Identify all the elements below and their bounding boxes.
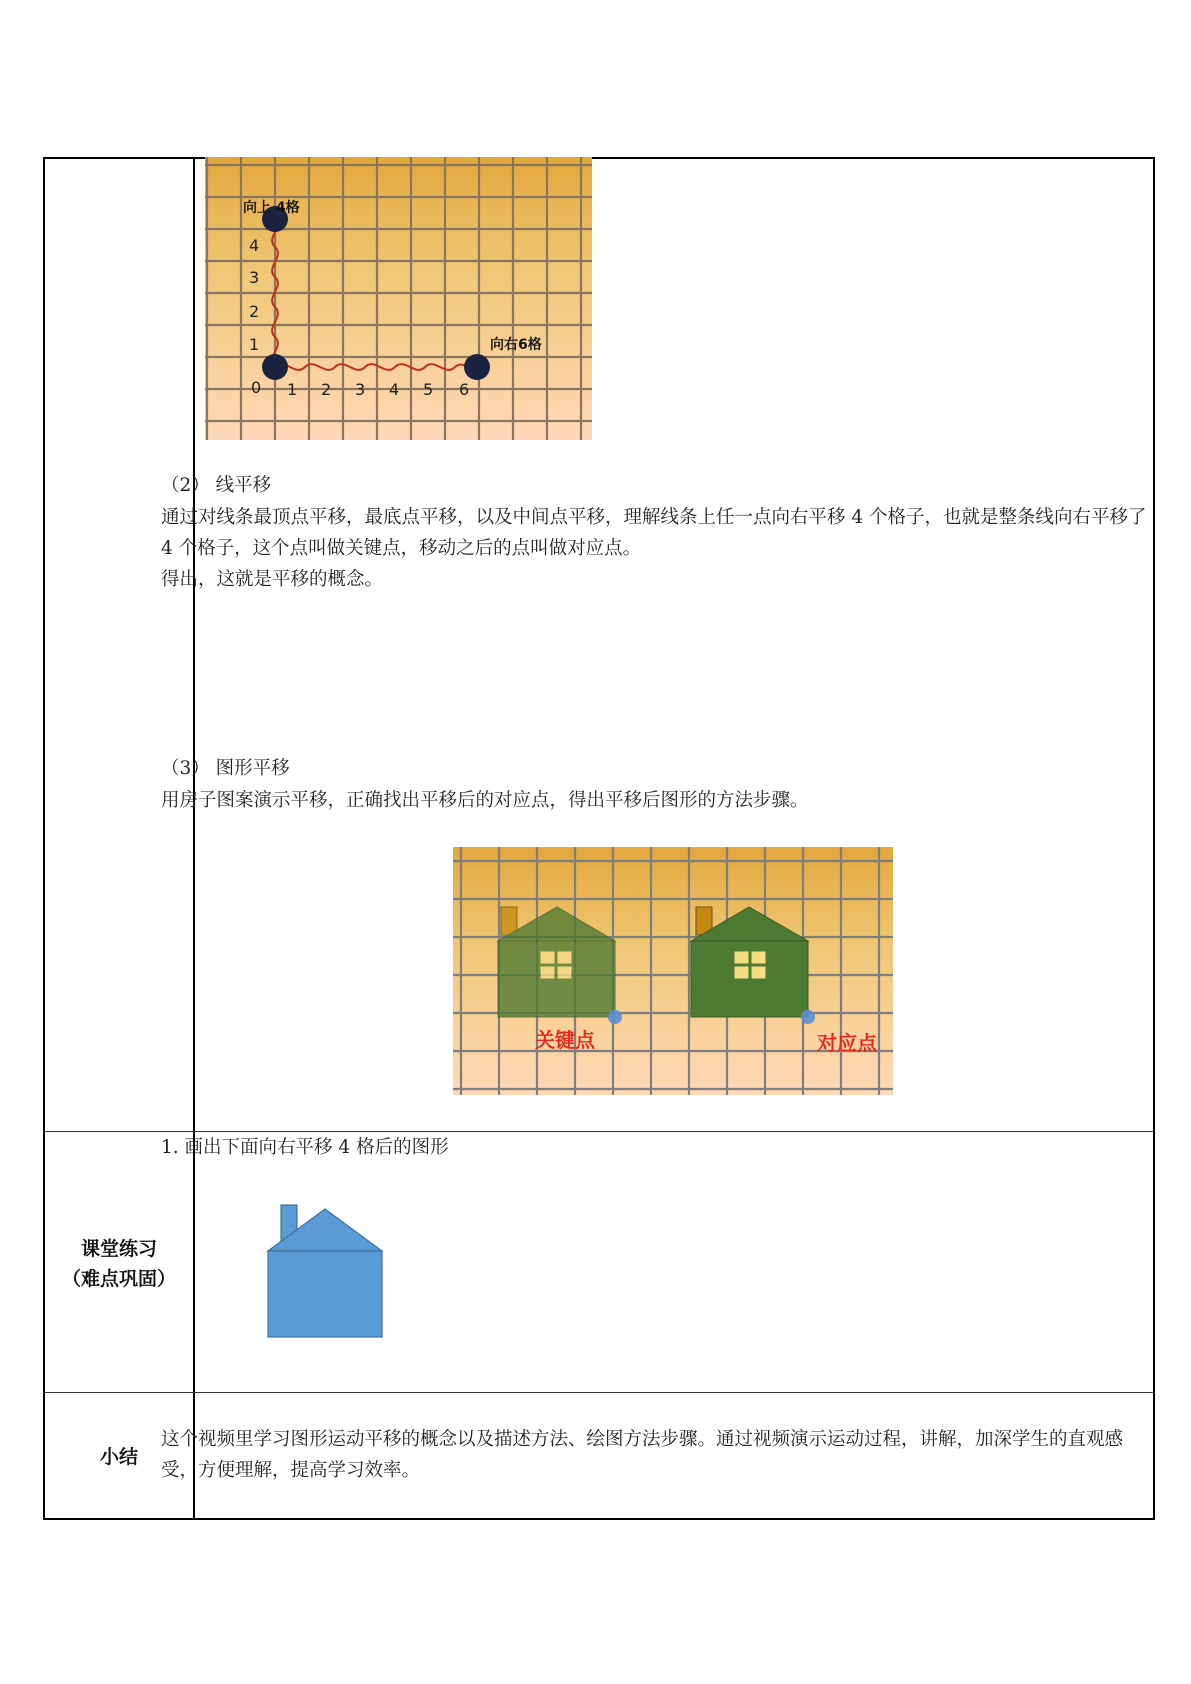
row-divider-summary <box>45 1392 1153 1393</box>
y-tick: 4 <box>249 236 260 255</box>
practice-label-line2: （难点巩固） <box>61 1268 176 1290</box>
point-translation-svg <box>205 157 592 440</box>
x-tick: 0 <box>251 378 262 397</box>
x-tick: 2 <box>321 380 332 399</box>
summary-text: 这个视频里学习图形运动平移的概念以及描述方法、绘图方法步骤。通过视频演示运动过程，讲解，加深学生的直观感受，方便理解，提高学习效率。 <box>161 1429 1124 1481</box>
original-house <box>498 907 615 1017</box>
label-up: 向上 4格 <box>243 200 300 216</box>
x-tick: 4 <box>389 380 400 399</box>
corresponding-point <box>801 1010 815 1024</box>
practice-question: 1. 画出下面向右平移 4 格后的图形 <box>161 1137 449 1158</box>
key-point-label: 关键点 <box>535 1028 595 1052</box>
start-point <box>262 354 288 380</box>
right-end-point <box>464 354 490 380</box>
house-translation-figure <box>453 847 893 1095</box>
practice-label-line1: 课堂练习 <box>80 1238 157 1260</box>
y-tick: 2 <box>249 302 260 321</box>
section3-paragraph: 用房子图案演示平移，正确找出平移后的对应点，得出平移后图形的方法步骤。 <box>161 790 809 811</box>
key-point <box>608 1010 622 1024</box>
y-tick: 3 <box>249 268 260 287</box>
column-divider <box>193 159 195 1518</box>
section2-conclusion: 得出，这就是平移的概念。 <box>161 569 384 590</box>
x-tick: 6 <box>459 380 470 399</box>
section2-paragraph: 通过对线条最顶点平移，最底点平移，以及中间点平移，理解线条上任一点向右平移 4 个格子，也就是整条线向右平移了 4 个格子，这个点叫做关键点，移动之后的点叫做对应点。 <box>161 507 1147 559</box>
x-tick: 3 <box>355 380 366 399</box>
house-translation-svg <box>453 847 893 1095</box>
y-tick: 1 <box>249 335 260 354</box>
section3-heading: （3） 图形平移 <box>161 758 290 779</box>
x-tick: 5 <box>423 380 434 399</box>
practice-label <box>45 1234 193 1294</box>
practice-house-shape <box>265 1203 385 1339</box>
summary-label: 小结 <box>99 1446 138 1468</box>
label-right: 向右6格 <box>490 337 542 353</box>
corresponding-point-label: 对应点 <box>817 1031 877 1055</box>
point-translation-figure <box>205 157 592 440</box>
section2-heading: （2） 线平移 <box>161 475 272 496</box>
translated-house <box>691 907 808 1017</box>
y-tick-labels <box>249 236 259 354</box>
x-tick: 1 <box>287 380 298 399</box>
